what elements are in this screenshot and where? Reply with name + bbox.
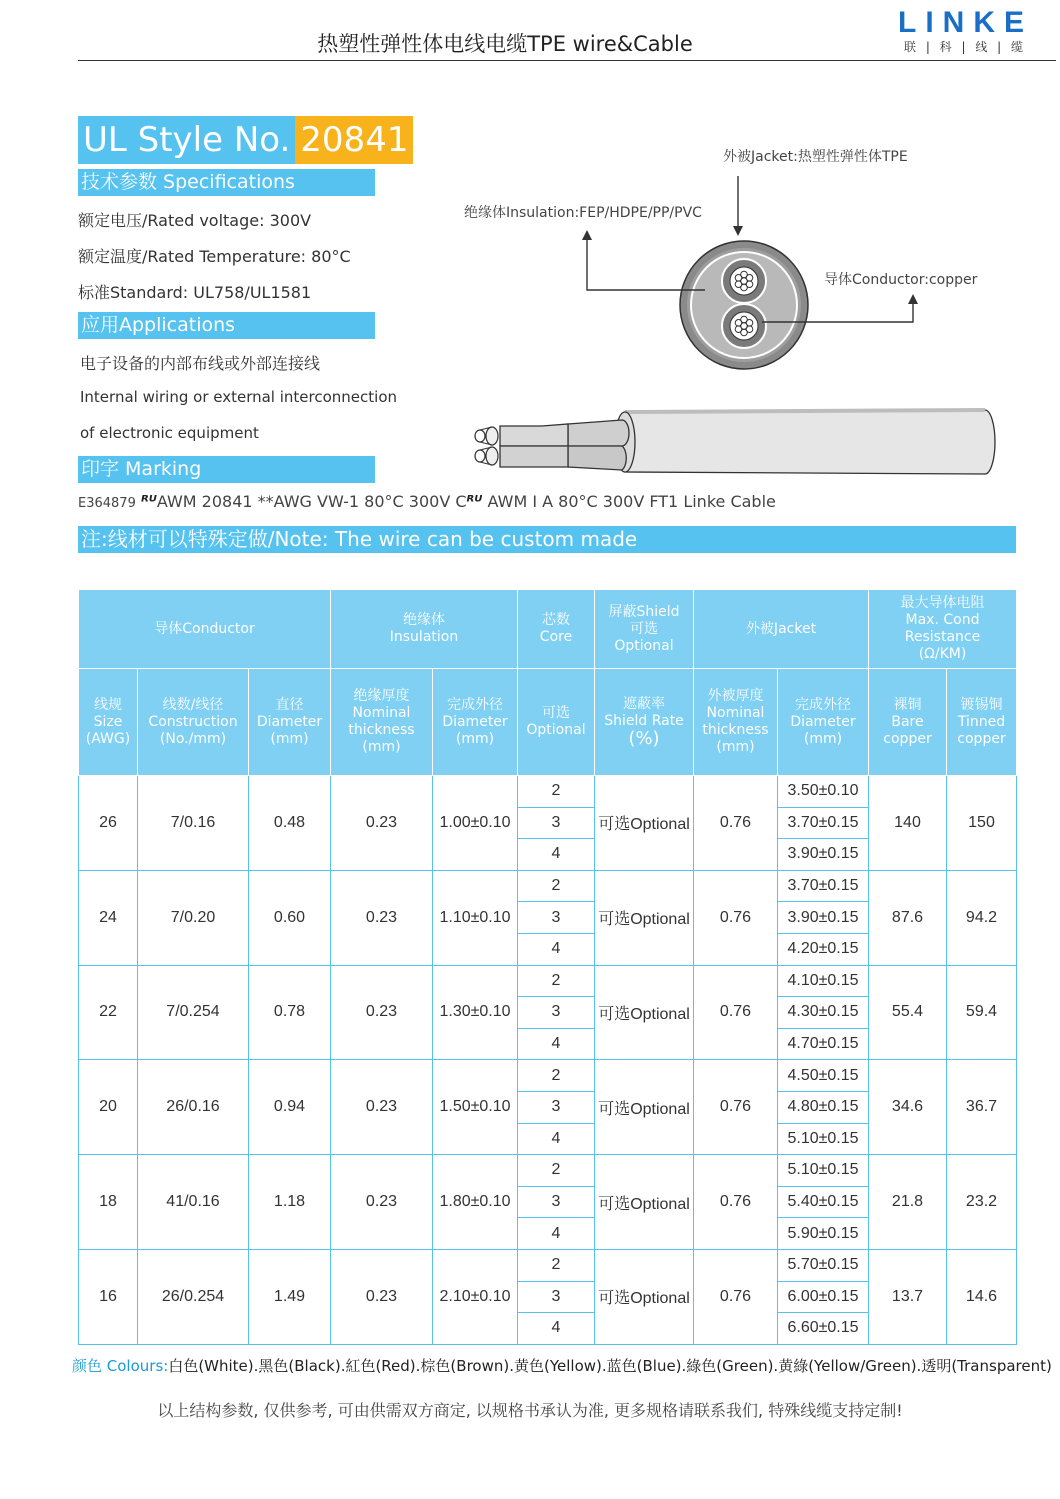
cell-size: 16 [79,1249,138,1344]
cell-core: 2 [518,965,595,997]
table-row [79,1155,1017,1187]
header-shield: 屏蔽Shield 可选 Optional [595,590,694,669]
cell-jacket-od: 5.90±0.15 [778,1218,869,1250]
cell-insulation-thickness: 0.23 [331,870,433,965]
cell-jacket-thickness: 0.76 [694,1155,778,1250]
cell-jacket-thickness: 0.76 [694,1060,778,1155]
cell-core: 4 [518,933,595,965]
cell-size: 20 [79,1060,138,1155]
cell-shield: 可选Optional [595,1155,694,1250]
cell-jacket-od: 4.20±0.15 [778,933,869,965]
subheader-shield-rate: 遮蔽率 Shield Rate (%) [595,669,694,776]
spec-voltage: 额定电压/Rated voltage: 300V [78,211,312,230]
cell-jacket-od: 3.90±0.15 [778,902,869,934]
cell-bare-copper: 140 [869,776,947,871]
spec-table-body [79,776,1017,1345]
cell-insulation-thickness: 0.23 [331,1155,433,1250]
cell-core: 3 [518,1281,595,1313]
cell-core: 4 [518,839,595,871]
cell-insulation-od: 1.80±0.10 [433,1155,518,1250]
cell-core: 3 [518,1186,595,1218]
colours-label: 颜色 Colours: [72,1357,169,1375]
cell-diameter: 0.94 [249,1060,331,1155]
cell-size: 18 [79,1155,138,1250]
cell-construction: 7/0.254 [138,965,249,1060]
ul-mark-icon: ᴿᵁ [140,492,157,511]
spec-table [78,589,1017,1345]
cell-jacket-od: 4.30±0.15 [778,997,869,1029]
ul-mark-icon: ᴿᵁ [466,492,483,511]
subheader-diameter: 直径 Diameter (mm) [249,669,331,776]
cable-diagram [450,140,1010,490]
cell-tinned-copper: 59.4 [947,965,1017,1060]
application-line-cn: 电子设备的内部布线或外部连接线 [80,354,321,373]
colours-line [72,1355,1052,1376]
cell-core: 2 [518,776,595,808]
cell-insulation-thickness: 0.23 [331,776,433,871]
ul-style-prefix: UL Style No. [78,116,295,164]
page-title: 热塑性弹性体电线电缆TPE wire&Cable [317,32,693,56]
cell-shield: 可选Optional [595,965,694,1060]
cell-tinned-copper: 36.7 [947,1060,1017,1155]
cell-size: 22 [79,965,138,1060]
cell-tinned-copper: 14.6 [947,1249,1017,1344]
cell-shield: 可选Optional [595,776,694,871]
cell-jacket-od: 3.70±0.15 [778,807,869,839]
header-jacket: 外被Jacket [694,590,869,669]
cell-jacket-od: 3.70±0.15 [778,870,869,902]
subheader-construction: 线数/线径 Construction (No./mm) [138,669,249,776]
cell-jacket-thickness: 0.76 [694,965,778,1060]
cell-jacket-od: 6.60±0.15 [778,1313,869,1345]
table-row [79,1060,1017,1092]
cell-size: 24 [79,870,138,965]
marking-code: E364879 [78,496,136,511]
cell-insulation-od: 2.10±0.10 [433,1249,518,1344]
cell-insulation-thickness: 0.23 [331,965,433,1060]
cell-shield: 可选Optional [595,1060,694,1155]
cell-core: 3 [518,902,595,934]
spec-standard: 标准Standard: UL758/UL1581 [78,283,312,302]
cell-core: 3 [518,807,595,839]
cell-jacket-od: 5.70±0.15 [778,1249,869,1281]
cell-core: 4 [518,1313,595,1345]
cell-bare-copper: 21.8 [869,1155,947,1250]
table-row [79,1249,1017,1281]
cell-bare-copper: 55.4 [869,965,947,1060]
cell-construction: 41/0.16 [138,1155,249,1250]
marking-heading: 印字 Marking [78,456,375,483]
table-row [79,870,1017,902]
subheader-size: 线规 Size (AWG) [79,669,138,776]
table-row [79,776,1017,808]
cell-bare-copper: 13.7 [869,1249,947,1344]
subheader-bare-copper: 裸铜 Bare copper [869,669,947,776]
cell-construction: 26/0.254 [138,1249,249,1344]
cell-jacket-od: 4.50±0.15 [778,1060,869,1092]
application-line-en-1: Internal wiring or external interconnection [80,388,398,406]
cell-size: 26 [79,776,138,871]
cell-insulation-od: 1.10±0.10 [433,870,518,965]
cell-diameter: 1.49 [249,1249,331,1344]
cell-core: 2 [518,1249,595,1281]
header-divider [78,60,1056,61]
header-insulation: 绝缘体 Insulation [331,590,518,669]
subheader-jacket-thickness: 外被厚度 Nominal thickness (mm) [694,669,778,776]
cell-bare-copper: 34.6 [869,1060,947,1155]
header-resistance: 最大导体电阻 Max. Cond Resistance (Ω/KM) [869,590,1017,669]
cell-insulation-od: 1.50±0.10 [433,1060,518,1155]
cell-core: 2 [518,1060,595,1092]
cell-tinned-copper: 94.2 [947,870,1017,965]
conductor-label: 导体Conductor:copper [824,272,978,288]
cell-tinned-copper: 23.2 [947,1155,1017,1250]
cell-core: 4 [518,1218,595,1250]
cell-insulation-od: 1.00±0.10 [433,776,518,871]
cell-jacket-od: 6.00±0.15 [778,1281,869,1313]
application-line-en-2: of electronic equipment [80,424,259,442]
subheader-jacket-od: 完成外径 Diameter (mm) [778,669,869,776]
cell-core: 4 [518,1123,595,1155]
custom-note: 注:线材可以特殊定做/Note: The wire can be custom made [78,526,1016,553]
insulation-label: 绝缘体Insulation:FEP/HDPE/PP/PVC [464,205,702,221]
cell-jacket-thickness: 0.76 [694,776,778,871]
cell-core: 3 [518,1091,595,1123]
marking-text [78,492,776,511]
cell-jacket-od: 3.50±0.10 [778,776,869,808]
spec-temperature: 额定温度/Rated Temperature: 80°C [78,247,351,266]
subheader-insulation-thickness: 绝缘厚度 Nominal thickness (mm) [331,669,433,776]
brand-logo-subtitle: 联 | 科 | 线 | 缆 [904,40,1027,54]
cell-jacket-od: 4.80±0.15 [778,1091,869,1123]
cell-core: 2 [518,1155,595,1187]
header-core: 芯数 Core [518,590,595,669]
cell-diameter: 0.60 [249,870,331,965]
applications-heading: 应用Applications [78,312,375,339]
cell-jacket-thickness: 0.76 [694,870,778,965]
cell-jacket-od: 4.70±0.15 [778,1028,869,1060]
cell-insulation-thickness: 0.23 [331,1060,433,1155]
cell-jacket-od: 3.90±0.15 [778,839,869,871]
cell-construction: 26/0.16 [138,1060,249,1155]
cell-jacket-od: 5.10±0.15 [778,1155,869,1187]
cell-insulation-od: 1.30±0.10 [433,965,518,1060]
cell-construction: 7/0.20 [138,870,249,965]
cell-core: 2 [518,870,595,902]
subheader-insulation-od: 完成外径 Diameter (mm) [433,669,518,776]
marking-text-2: AWM I A 80°C 300V FT1 Linke Cable [482,492,776,511]
cell-bare-copper: 87.6 [869,870,947,965]
cell-core: 4 [518,1028,595,1060]
cell-construction: 7/0.16 [138,776,249,871]
cell-core: 3 [518,997,595,1029]
cell-jacket-od: 5.10±0.15 [778,1123,869,1155]
cell-jacket-thickness: 0.76 [694,1249,778,1344]
table-row [79,965,1017,997]
jacket-label: 外被Jacket:热塑性弹性体TPE [723,149,908,165]
subheader-core-optional: 可选 Optional [518,669,595,776]
cell-shield: 可选Optional [595,870,694,965]
marking-text-1: AWM 20841 **AWG VW-1 80°C 300V C [156,492,467,511]
subheader-tinned-copper: 镀锡铜 Tinned copper [947,669,1017,776]
brand-logo: LINKE [898,6,1033,39]
cell-shield: 可选Optional [595,1249,694,1344]
ul-style-number: 20841 [295,116,413,164]
cell-diameter: 0.78 [249,965,331,1060]
cell-tinned-copper: 150 [947,776,1017,871]
cell-jacket-od: 4.10±0.15 [778,965,869,997]
cell-diameter: 0.48 [249,776,331,871]
cell-jacket-od: 5.40±0.15 [778,1186,869,1218]
footer-disclaimer: 以上结构参数, 仅供参考, 可由供需双方商定, 以规格书承认为准, 更多规格请联系我们, 特殊线缆支持定制! [157,1401,903,1420]
cell-diameter: 1.18 [249,1155,331,1250]
ul-style-title [78,116,413,164]
specs-heading: 技术参数 Specifications [78,169,375,196]
cell-insulation-thickness: 0.23 [331,1249,433,1344]
header-conductor: 导体Conductor [79,590,331,669]
colours-list: 白色(White).黑色(Black).紅色(Red).棕色(Brown).黄色(Yellow).蓝色(Blue).綠色(Green).黄綠(Yellow/Green).透明(Transparent) [168,1357,1052,1375]
